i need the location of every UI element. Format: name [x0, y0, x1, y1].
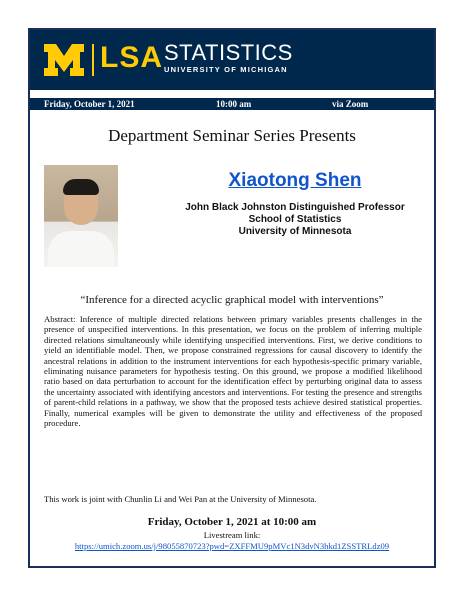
block-m-logo: [42, 44, 86, 76]
lsa-wordmark: LSA: [100, 41, 163, 74]
speaker-name-link[interactable]: Xiaotong Shen: [228, 170, 362, 191]
livestream-label: Livestream link:: [203, 530, 261, 540]
speaker-school: School of Statistics: [248, 214, 342, 225]
joint-work-note: This work is joint with Chunlin Li and Wei Pan at the University of Minnesota.: [44, 494, 317, 504]
speaker-university: University of Minnesota: [238, 226, 352, 237]
speaker-photo: [44, 165, 118, 267]
info-venue: via Zoom: [332, 99, 369, 109]
header-banner: [30, 30, 434, 90]
logo-divider: [92, 44, 94, 76]
flyer-frame: [28, 28, 436, 568]
banner-gap: [30, 90, 434, 98]
talk-title: “Inference for a directed acyclic graphical model with interventions”: [80, 294, 384, 306]
info-date: Friday, October 1, 2021: [44, 99, 135, 109]
schedule-line: Friday, October 1, 2021 at 10:00 am: [147, 516, 317, 528]
info-time: 10:00 am: [216, 99, 252, 109]
department-wordmark: STATISTICS: [164, 40, 293, 65]
series-title: Department Seminar Series Presents: [108, 126, 356, 145]
livestream-link[interactable]: https://umich.zoom.us/j/98055870723?pwd=ZXFFMU9pMVc1N3dvN3hkd1ZSSTRLdz09: [74, 541, 390, 551]
event-info-bar: [30, 98, 434, 110]
speaker-position: John Black Johnston Distinguished Professor: [185, 202, 405, 213]
university-wordmark: UNIVERSITY OF MICHIGAN: [164, 65, 288, 74]
abstract-text: Abstract: Inference of multiple directed relations between primary variables presents challenges in the presence of unspecified interventions. In this presentation, we focus on the problem of inferring multiple directed relations simultaneously while identifying unspecified interventions. First, we derive conditions to yield an identifiable model. Then, we propose constrained regressions for causal discovery to identify the ancestral relations in addition to the instrument interventions for each hypothesis-specific primary variable, eliminating nuisance parameters for hypothesis testing. On this ground, we propose a modified likelihood ratio based on data perturbation to account for the identification effect by perturbing original data to assess the uncertainty associated with identifying ancestors and interventions. For testing the presence and strengths of parent-child relations in a pathway, we show that the proposed tests achieve desired statistical properties. Finally, numerical examples will be given to demonstrate the utility and effectiveness of the proposed procedure.: [44, 314, 422, 429]
